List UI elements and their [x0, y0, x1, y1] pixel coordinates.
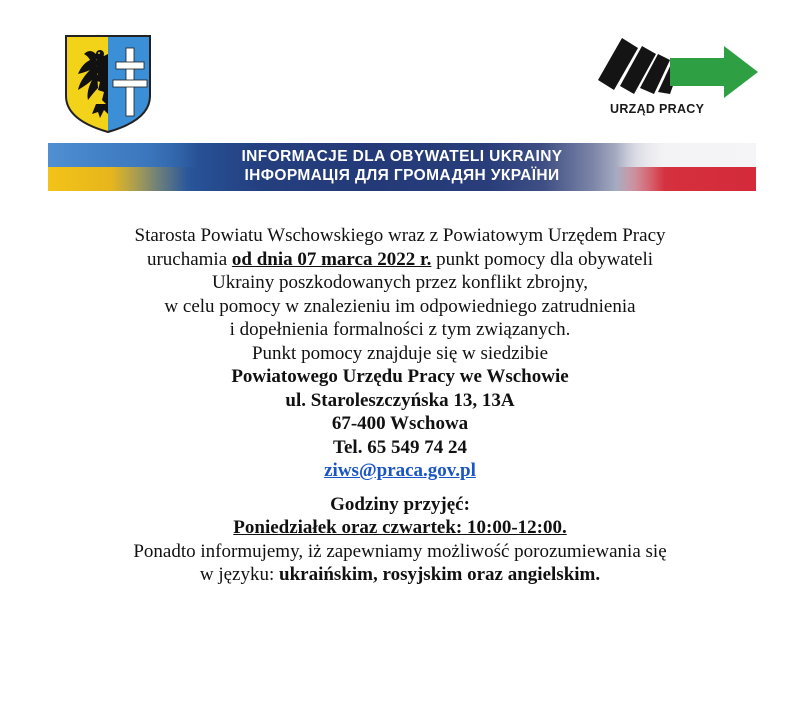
- text-line: Ponadto informujemy, iż zapewniamy możliwość porozumiewania się: [133, 540, 667, 562]
- text-fragment: uruchamia: [146, 248, 232, 270]
- text-line: Starosta Powiatu Wschowskiego wraz z Powiatowym Urzędem Pracy: [134, 225, 666, 246]
- text-fragment: w języku:: [199, 564, 280, 585]
- office-name: Powiatowego Urzędu Pracy we Wschowie: [231, 366, 569, 387]
- text-line: Ukrainy poszkodowanych przez konflikt zbrojny,: [211, 272, 589, 293]
- email-link[interactable]: ziws@praca.gov.pl: [324, 460, 476, 481]
- announcement-text: [40, 224, 760, 587]
- start-date: od dnia 07 marca 2022 r.: [231, 248, 432, 270]
- coat-of-arms-icon: [64, 34, 152, 134]
- text-line: [40, 248, 760, 272]
- hours-value: Poniedziałek oraz czwartek: 10:00-12:00.: [233, 517, 567, 538]
- banner-title: [48, 147, 756, 185]
- text-line: [40, 563, 760, 587]
- phone-number: Tel. 65 549 74 24: [333, 436, 467, 458]
- address-city: 67-400 Wschowa: [331, 413, 469, 434]
- hours-title: Godziny przyjęć:: [330, 493, 470, 515]
- banner-title-ukrainian: ІНФОРМАЦІЯ ДЛЯ ГРОМАДЯН УКРАЇНИ: [244, 167, 560, 184]
- text-line: w celu pomocy w znalezieniu im odpowiedniego zatrudnienia: [164, 295, 636, 317]
- address-street: ul. Staroleszczyńska 13, 13A: [285, 389, 515, 411]
- text-line: i dopełnienia formalności z tym związanych.: [229, 319, 571, 340]
- text-fragment: punkt pomocy dla obywateli: [431, 248, 654, 270]
- info-banner: [48, 143, 756, 191]
- text-line: Punkt pomocy znajduje się w siedzibie: [251, 342, 549, 364]
- banner-title-polish: INFORMACJE DLA OBYWATELI UKRAINY: [241, 148, 563, 165]
- languages: ukraińskim, rosyjskim oraz angielskim.: [279, 564, 601, 585]
- logo-text: URZĄD PRACY: [610, 102, 705, 116]
